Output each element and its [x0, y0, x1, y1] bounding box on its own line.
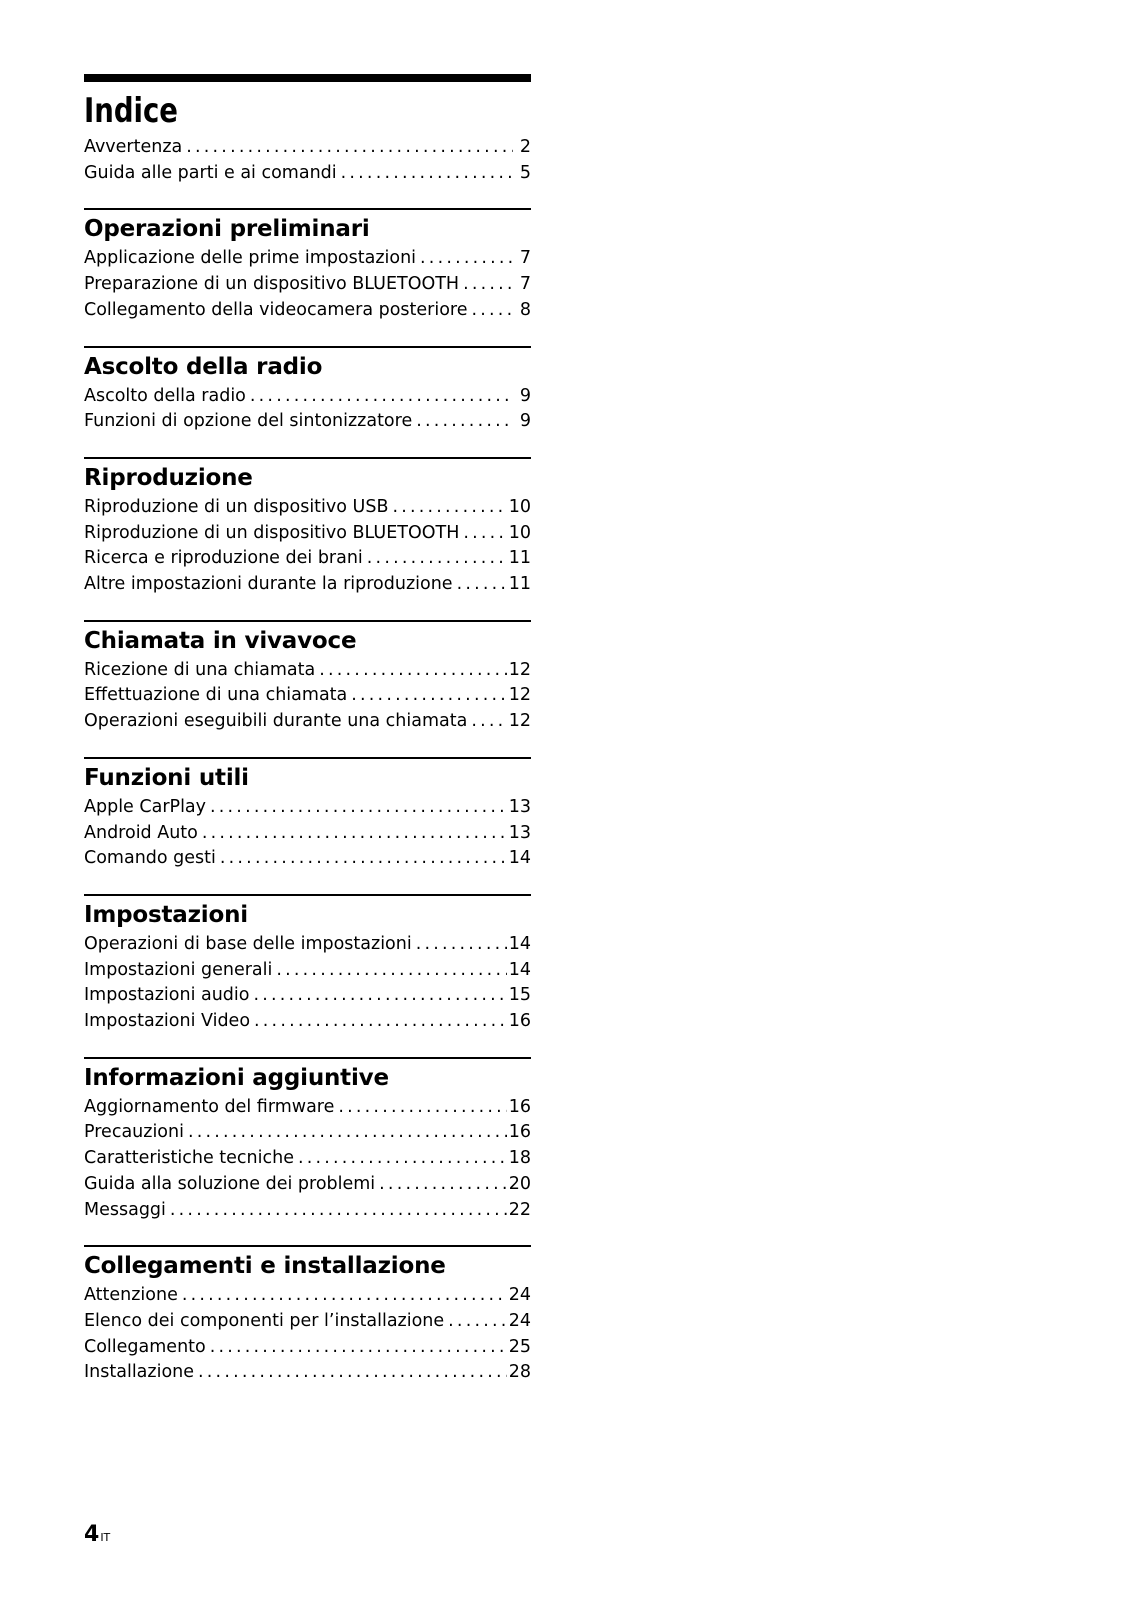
section-title: Operazioni preliminari [84, 216, 370, 243]
toc-entry[interactable] [84, 161, 531, 187]
toc-entry-page: 11 [508, 548, 531, 569]
toc-section [84, 1245, 531, 1386]
toc-entry-page: 25 [508, 1336, 531, 1357]
toc-entry-label: Ricerca e riproduzione dei brani [84, 548, 363, 569]
toc-entry-page: 10 [508, 522, 531, 543]
toc-entry-page: 8 [519, 299, 531, 320]
toc-entry[interactable] [84, 795, 531, 821]
toc-entry-page: 12 [508, 659, 531, 680]
toc-entry[interactable] [84, 409, 531, 435]
toc-entry[interactable] [84, 1360, 531, 1386]
section-rule [84, 208, 531, 210]
section-rule [84, 620, 531, 622]
dot-leader [220, 846, 507, 872]
toc-entry[interactable] [84, 846, 531, 872]
toc-entry-label: Riproduzione di un dispositivo BLUETOOTH [84, 522, 460, 543]
toc-entry-page: 16 [508, 1096, 531, 1117]
toc-entry[interactable] [84, 658, 531, 684]
toc-entry-page: 14 [508, 933, 531, 954]
toc-entry-label: Preparazione di un dispositivo BLUETOOTH [84, 274, 460, 295]
toc-entry[interactable] [84, 1172, 531, 1198]
toc-entry-label: Impostazioni audio [84, 985, 250, 1006]
toc-entry-page: 7 [519, 248, 531, 269]
toc-entry-label: Guida alla soluzione dei problemi [84, 1173, 376, 1194]
toc-entry-label: Riproduzione di un dispositivo USB [84, 496, 389, 517]
dot-leader [276, 958, 506, 984]
toc-entry-label: Collegamento della videocamera posteriore [84, 299, 468, 320]
section-title: Funzioni utili [84, 764, 249, 791]
dot-leader [198, 1360, 507, 1386]
toc-entry[interactable] [84, 521, 531, 547]
toc-entry-label: Apple CarPlay [84, 796, 207, 817]
section-title: Riproduzione [84, 464, 253, 491]
toc-entry[interactable] [84, 272, 531, 298]
page-number: 4 [84, 1522, 100, 1547]
dot-leader [367, 546, 507, 572]
section-title: Impostazioni [84, 901, 248, 928]
toc-entry-label: Messaggi [84, 1199, 166, 1220]
toc-entry-label: Comando gesti [84, 848, 216, 869]
toc-entry[interactable] [84, 983, 531, 1009]
toc-section [84, 620, 531, 735]
toc-entry-label: Attenzione [84, 1285, 178, 1306]
section-rule [84, 894, 531, 896]
dot-leader [254, 983, 507, 1009]
dot-leader [210, 1335, 507, 1361]
toc-entry-label: Ascolto della radio [84, 385, 246, 406]
dot-leader [351, 683, 506, 709]
toc-entry-page: 24 [508, 1285, 531, 1306]
toc-entry[interactable] [84, 1283, 531, 1309]
dot-leader [210, 795, 507, 821]
toc-entry[interactable] [84, 135, 531, 161]
dot-leader [254, 1009, 507, 1035]
toc-entry[interactable] [84, 1095, 531, 1121]
toc-entry[interactable] [84, 683, 531, 709]
section-title: Chiamata in vivavoce [84, 627, 357, 654]
toc-entry-page: 2 [519, 137, 531, 157]
section-rule [84, 457, 531, 459]
toc-entry-page: 28 [508, 1362, 531, 1383]
toc-entry-page: 10 [508, 496, 531, 517]
toc-section [84, 1057, 531, 1224]
section-title: Informazioni aggiuntive [84, 1064, 389, 1091]
dot-leader [379, 1172, 507, 1198]
toc-entry-page: 7 [519, 274, 531, 295]
dot-leader [420, 246, 513, 272]
dot-leader [463, 272, 513, 298]
toc-entry-label: Altre impostazioni durante la riproduzione [84, 574, 453, 595]
toc-entry-label: Applicazione delle prime impostazioni [84, 248, 417, 269]
title-rule [84, 74, 531, 82]
toc-entry[interactable] [84, 495, 531, 521]
dot-leader [416, 409, 513, 435]
toc-entry-page: 12 [508, 685, 531, 706]
toc-entry-page: 11 [508, 574, 531, 595]
toc-entry[interactable] [84, 958, 531, 984]
dot-leader [298, 1146, 507, 1172]
page-title: Indice [84, 91, 178, 131]
toc-entry-label: Impostazioni Video [84, 1011, 251, 1032]
dot-leader [392, 495, 506, 521]
dot-leader [170, 1198, 507, 1224]
toc-entry-page: 9 [519, 411, 531, 432]
toc-entry-page: 15 [508, 985, 531, 1006]
section-rule [84, 1245, 531, 1247]
dot-leader [188, 1120, 507, 1146]
toc-entry[interactable] [84, 572, 531, 598]
toc-entry[interactable] [84, 1120, 531, 1146]
section-title: Collegamenti e installazione [84, 1253, 446, 1280]
toc-entry-label: Caratteristiche tecniche [84, 1148, 294, 1169]
toc-section [84, 346, 531, 435]
dot-leader [182, 1283, 507, 1309]
dot-leader [341, 161, 513, 187]
toc-entry-label: Aggiornamento del firmware [84, 1096, 335, 1117]
dot-leader [319, 658, 506, 684]
dot-leader [471, 709, 506, 735]
toc-entry-page: 16 [508, 1122, 531, 1143]
table-of-contents [84, 74, 531, 1386]
dot-leader [463, 521, 506, 547]
section-rule [84, 757, 531, 759]
toc-entry-label: Installazione [84, 1362, 195, 1383]
toc-entry[interactable] [84, 709, 531, 735]
dot-leader [472, 298, 513, 324]
toc-entry-label: Avvertenza [84, 137, 183, 157]
toc-entry-page: 5 [519, 162, 531, 183]
dot-leader [338, 1095, 506, 1121]
toc-entry[interactable] [84, 1146, 531, 1172]
section-title: Ascolto della radio [84, 353, 323, 380]
dot-leader [250, 384, 513, 410]
toc-section [84, 757, 531, 872]
toc-entry-label: Android Auto [84, 822, 198, 843]
toc-entry-label: Guida alle parti e ai comandi [84, 162, 337, 183]
toc-entry-page: 9 [519, 385, 531, 406]
toc-entry-page: 12 [508, 711, 531, 732]
toc-section [84, 894, 531, 1035]
dot-leader [202, 821, 507, 847]
toc-entry-page: 14 [508, 959, 531, 980]
toc-entry-page: 13 [508, 822, 531, 843]
toc-entry[interactable] [84, 1009, 531, 1035]
toc-entry[interactable] [84, 298, 531, 324]
toc-entry[interactable] [84, 1335, 531, 1361]
toc-entry-page: 18 [508, 1148, 531, 1169]
toc-entry-label: Collegamento [84, 1336, 206, 1357]
dot-leader [448, 1309, 507, 1335]
toc-entry[interactable] [84, 1309, 531, 1335]
page-footer [84, 1522, 110, 1551]
toc-entry[interactable] [84, 932, 531, 958]
toc-entry-label: Operazioni di base delle impostazioni [84, 933, 412, 954]
toc-entry-page: 14 [508, 848, 531, 869]
section-rule [84, 346, 531, 348]
toc-entry-label: Funzioni di opzione del sintonizzatore [84, 411, 413, 432]
toc-entry-label: Ricezione di una chiamata [84, 659, 316, 680]
dot-leader [457, 572, 507, 598]
toc-section [84, 208, 531, 323]
toc-entry[interactable] [84, 246, 531, 272]
toc-section [84, 457, 531, 598]
toc-entry[interactable] [84, 1198, 531, 1224]
toc-entry-page: 20 [508, 1173, 531, 1194]
toc-entry[interactable] [84, 821, 531, 847]
toc-entry[interactable] [84, 384, 531, 410]
toc-entry-page: 16 [508, 1011, 531, 1032]
toc-entry-label: Effettuazione di una chiamata [84, 685, 348, 706]
language-code: IT [100, 1531, 111, 1544]
toc-sections [84, 208, 531, 1386]
toc-entry-page: 13 [508, 796, 531, 817]
toc-entry[interactable] [84, 546, 531, 572]
toc-entry-page: 24 [508, 1310, 531, 1331]
dot-leader [186, 135, 513, 161]
section-rule [84, 1057, 531, 1059]
toc-entry-page: 22 [508, 1199, 531, 1220]
toc-entry-label: Impostazioni generali [84, 959, 273, 980]
intro-entries [84, 135, 531, 186]
toc-entry-label: Operazioni eseguibili durante una chiamata [84, 711, 468, 732]
toc-entry-label: Elenco dei componenti per l’installazione [84, 1310, 445, 1331]
dot-leader [416, 932, 507, 958]
toc-entry-label: Precauzioni [84, 1122, 184, 1143]
